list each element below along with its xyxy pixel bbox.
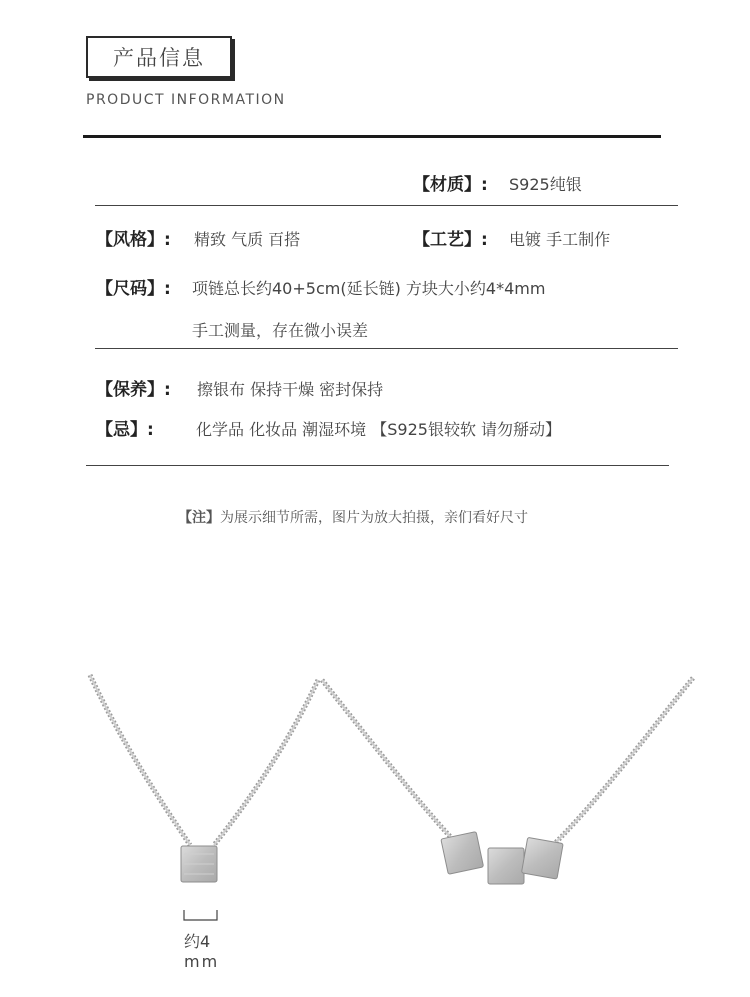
left-necklace	[90, 675, 318, 882]
right-necklace	[322, 678, 693, 884]
material-label: 【材质】:	[413, 175, 488, 195]
section-title	[86, 36, 232, 78]
size-value: 项链总长约40+5cm(延长链) 方块大小约4*4mm	[192, 279, 546, 298]
avoid-value: 化学品 化妆品 潮湿环境 【S925银较软 请勿掰动】	[196, 420, 562, 439]
scale-label-line2: mm	[184, 952, 220, 971]
cube-pendant	[488, 848, 524, 884]
scale-label-line1: 约4	[184, 932, 211, 951]
care-label: 【保养】:	[96, 380, 171, 400]
care-value: 擦银布 保持干燥 密封保持	[197, 380, 384, 399]
scale-label	[184, 932, 219, 972]
product-photo	[0, 640, 750, 997]
style-value: 精致 气质 百搭	[194, 230, 301, 249]
note-text: 为展示细节所需，图片为放大拍摄，亲们看好尺寸	[220, 510, 528, 526]
section-subtitle: PRODUCT INFORMATION	[86, 92, 286, 108]
size-label: 【尺码】:	[96, 279, 171, 299]
craft-label: 【工艺】:	[413, 230, 488, 250]
divider	[95, 205, 678, 206]
scale-bracket	[184, 910, 217, 920]
divider	[86, 465, 669, 466]
header-divider	[83, 135, 661, 138]
material-value: S925纯银	[509, 175, 582, 194]
cube-pendant	[521, 837, 563, 879]
section-title-text: 产品信息	[113, 46, 205, 70]
avoid-label: 【忌】:	[96, 420, 154, 440]
style-label: 【风格】:	[96, 230, 171, 250]
divider	[95, 348, 678, 349]
size-note: 手工测量，存在微小误差	[192, 321, 369, 340]
display-note	[178, 507, 528, 527]
craft-value: 电镀 手工制作	[509, 230, 611, 249]
cube-pendant	[441, 832, 484, 875]
note-prefix: 【注】	[178, 510, 220, 526]
